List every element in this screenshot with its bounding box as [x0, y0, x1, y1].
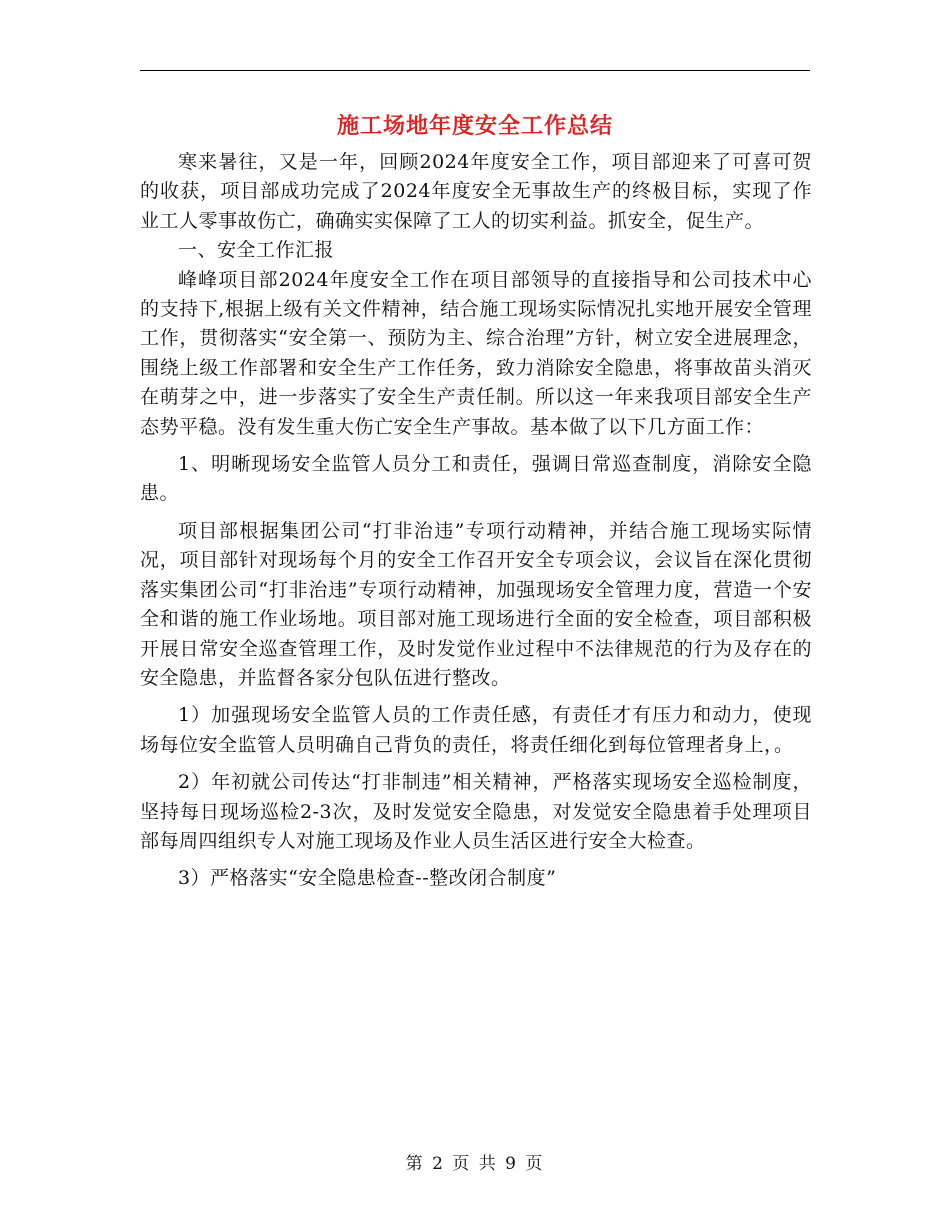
page-footer: 第 2 页 共 9 页	[405, 1154, 545, 1174]
paragraph-item-1-detail: 项目部根据集团公司“打非治违”专项行动精神，并结合施工现场实际情况，项目部针对现场每个月的安全工作召开安全专项会议，会议旨在深化贯彻落实集团公司“打非治违”专项行动精神，加强现场安全管理力度，营造一个安全和谐的施工作业场地。项目部对施工现场进行全面的安全检查，项目部积极开展日常安全巡查管理工作，及时发觉作业过程中不法律规范的行为及存在的安全隐患，并监督各家分包队伍进行整改。	[140, 519, 812, 689]
document-body	[140, 148, 812, 894]
paragraph-intro: 寒来暑往，又是一年，回顾2024年度安全工作，项目部迎来了可喜可贺的收获，项目部成功完成了2024年度安全无事故生产的终极目标，实现了作业工人零事故伤亡，确确实实保障了工人的切实利益。抓安全，促生产。	[140, 151, 812, 232]
header-rule	[140, 70, 810, 71]
paragraph-safety-report: 峰峰项目部2024年度安全工作在项目部领导的直接指导和公司技术中心的支持下,根据上级有关文件精神，结合施工现场实际情况扎实地开展安全管理工作，贯彻落实“安全第一、预防为主、综合治理”方针，树立安全进展理念，围绕上级工作部署和安全生产工作任务，致力消除安全隐患，将事故苗头消灭在萌芽之中，进一步落实了安全生产责任制。所以这一年来我项目部安全生产态势平稳。没有发生重大伤亡安全生产事故。基本做了以下几方面工作：	[140, 268, 812, 438]
paragraph-subitem-2: 2）年初就公司传达“打非制违”相关精神，严格落实现场安全巡检制度，坚持每日现场巡检2-3次，及时发觉安全隐患，对发觉安全隐患着手处理项目部每周四组织专人对施工现场及作业人员生活区进行安全大检查。	[140, 771, 812, 852]
paragraph-subitem-1: 1）加强现场安全监管人员的工作责任感，有责任才有压力和动力，使现场每位安全监管人员明确自己背负的责任，将责任细化到每位管理者身上，。	[140, 704, 812, 756]
paragraph-subitem-3: 3）严格落实“安全隐患检查--整改闭合制度”	[178, 867, 557, 890]
section-heading-safety-report: 一、安全工作汇报	[178, 239, 335, 262]
paragraph-item-1: 1、明晰现场安全监管人员分工和责任，强调日常巡查制度，消除安全隐患。	[140, 453, 812, 505]
document-title: 施工场地年度安全工作总结	[336, 113, 613, 139]
